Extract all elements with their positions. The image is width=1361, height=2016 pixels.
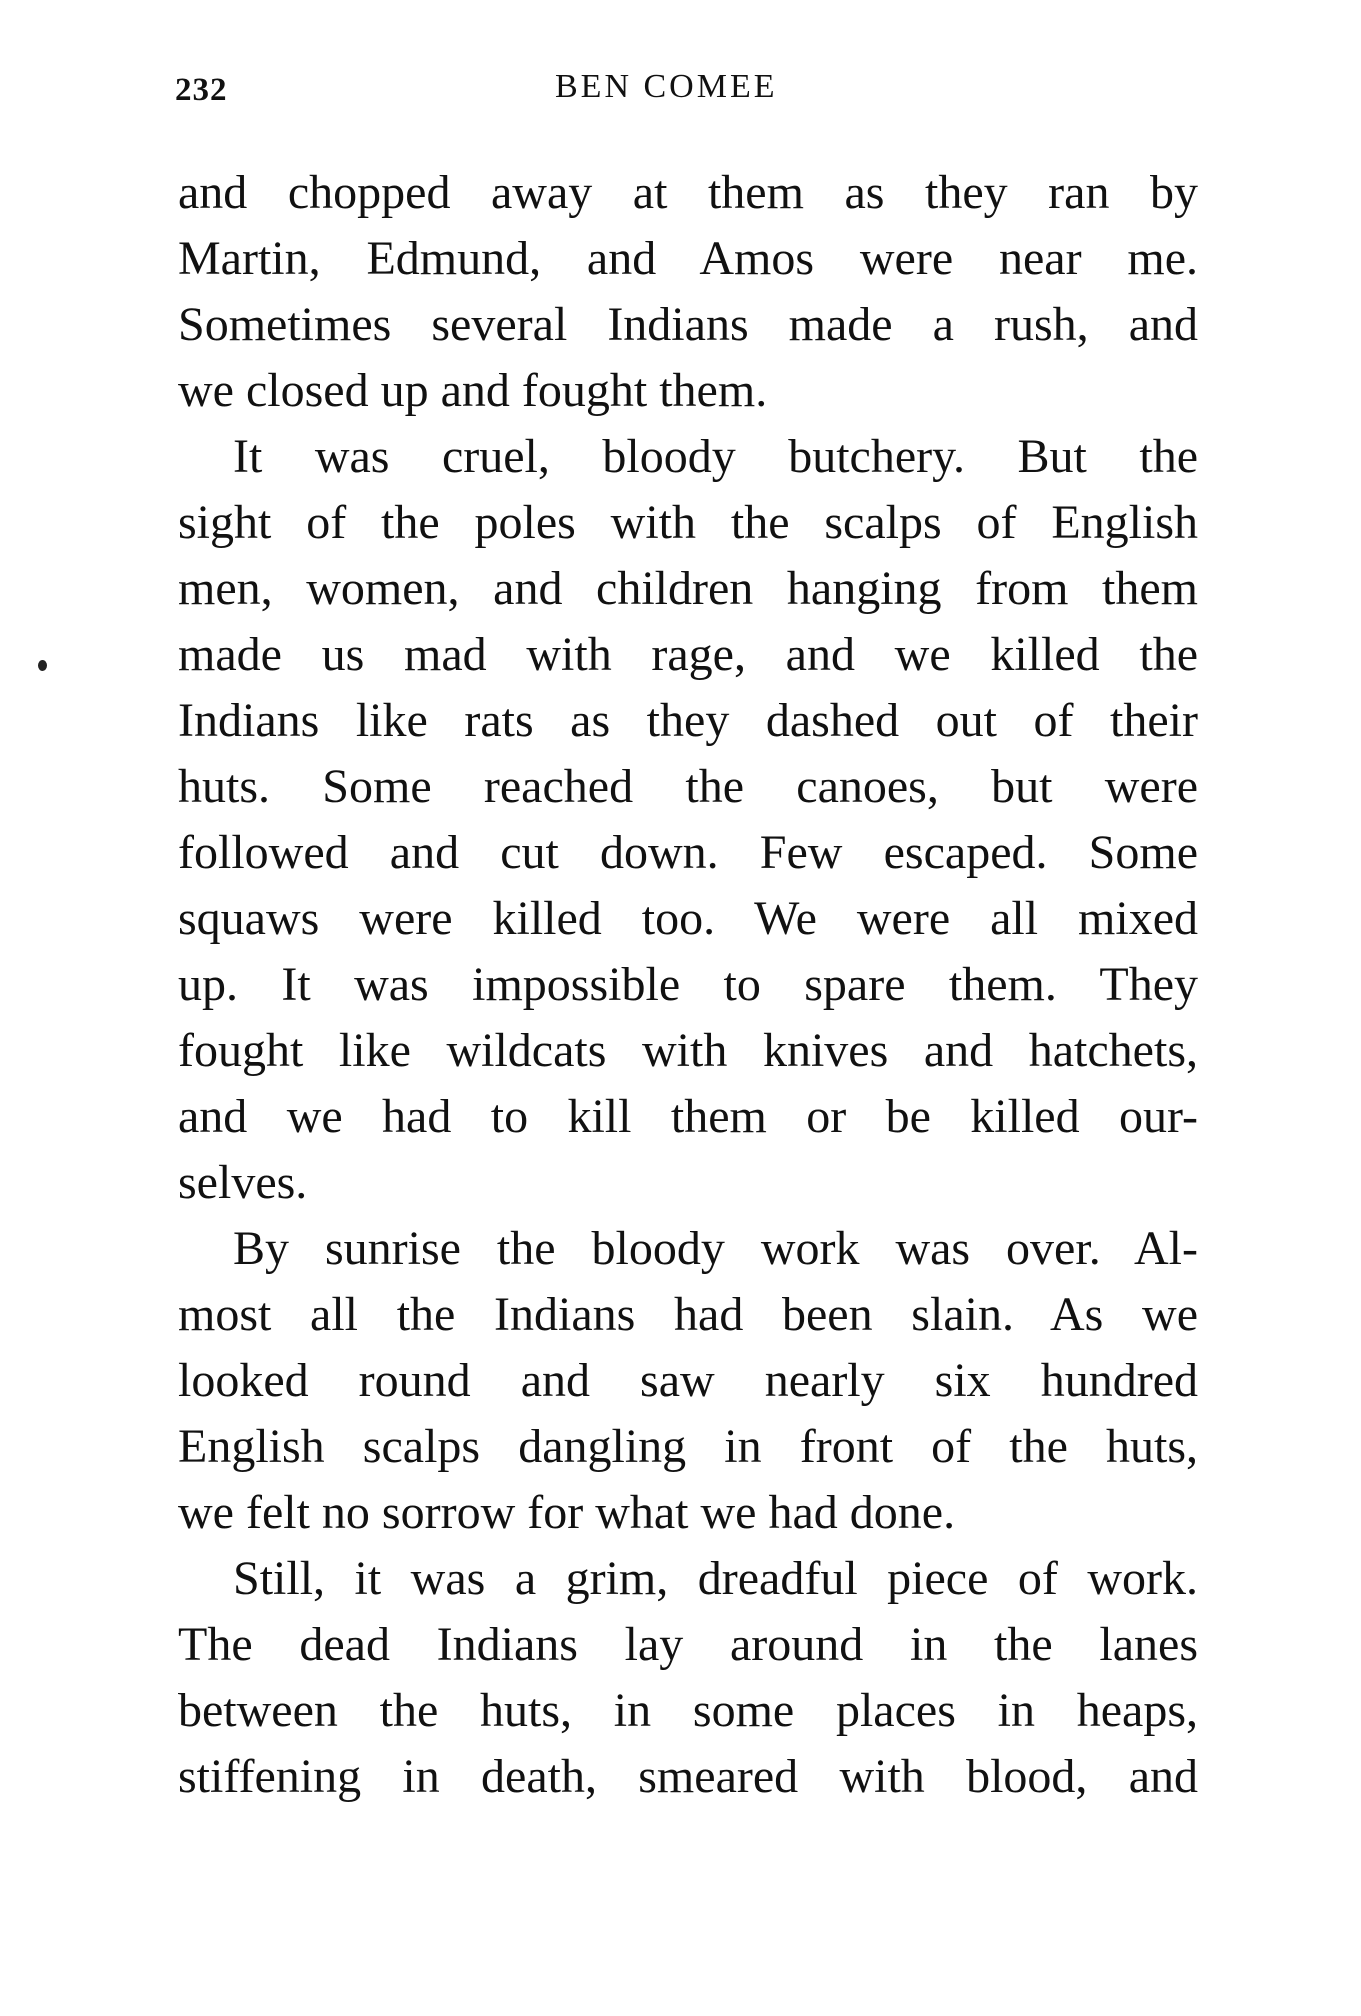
- body-text: [178, 160, 1198, 1810]
- text-line: Still, it was a grim, dreadful piece of work.: [233, 1552, 1198, 1605]
- text-line: and we had to kill them or be killed our-: [178, 1090, 1198, 1143]
- text-line: up. It was impossible to spare them. They: [178, 958, 1198, 1011]
- text-line: English scalps dangling in front of the huts,: [178, 1420, 1198, 1473]
- text-line: we closed up and fought them.: [178, 364, 768, 417]
- text-line: fought like wildcats with knives and hatchets,: [178, 1024, 1198, 1077]
- text-line: The dead Indians lay around in the lanes: [178, 1618, 1198, 1671]
- text-line: By sunrise the bloody work was over. Al-: [233, 1222, 1198, 1275]
- text-line: sight of the poles with the scalps of English: [178, 496, 1198, 549]
- text-line: Indians like rats as they dashed out of their: [178, 694, 1198, 747]
- margin-speck: [38, 660, 47, 671]
- text-line: squaws were killed too. We were all mixed: [178, 892, 1198, 945]
- text-line: men, women, and children hanging from them: [178, 562, 1198, 615]
- running-head: BEN COMEE: [555, 68, 778, 105]
- text-line: looked round and saw nearly six hundred: [178, 1354, 1198, 1407]
- page-number: 232: [175, 72, 228, 108]
- text-line: we felt no sorrow for what we had done.: [178, 1486, 956, 1539]
- text-line: most all the Indians had been slain. As we: [178, 1288, 1198, 1341]
- text-line: It was cruel, bloody butchery. But the: [233, 430, 1198, 483]
- page-header: [0, 64, 1361, 124]
- text-line: Martin, Edmund, and Amos were near me.: [178, 232, 1198, 285]
- text-line: and chopped away at them as they ran by: [178, 166, 1198, 219]
- text-line: followed and cut down. Few escaped. Some: [178, 826, 1198, 879]
- text-line: between the huts, in some places in heaps,: [178, 1684, 1198, 1737]
- text-line: made us mad with rage, and we killed the: [178, 628, 1198, 681]
- text-line: Sometimes several Indians made a rush, and: [178, 298, 1198, 351]
- text-line: selves.: [178, 1156, 308, 1209]
- text-line: huts. Some reached the canoes, but were: [178, 760, 1198, 813]
- text-line: stiffening in death, smeared with blood, and: [178, 1750, 1198, 1803]
